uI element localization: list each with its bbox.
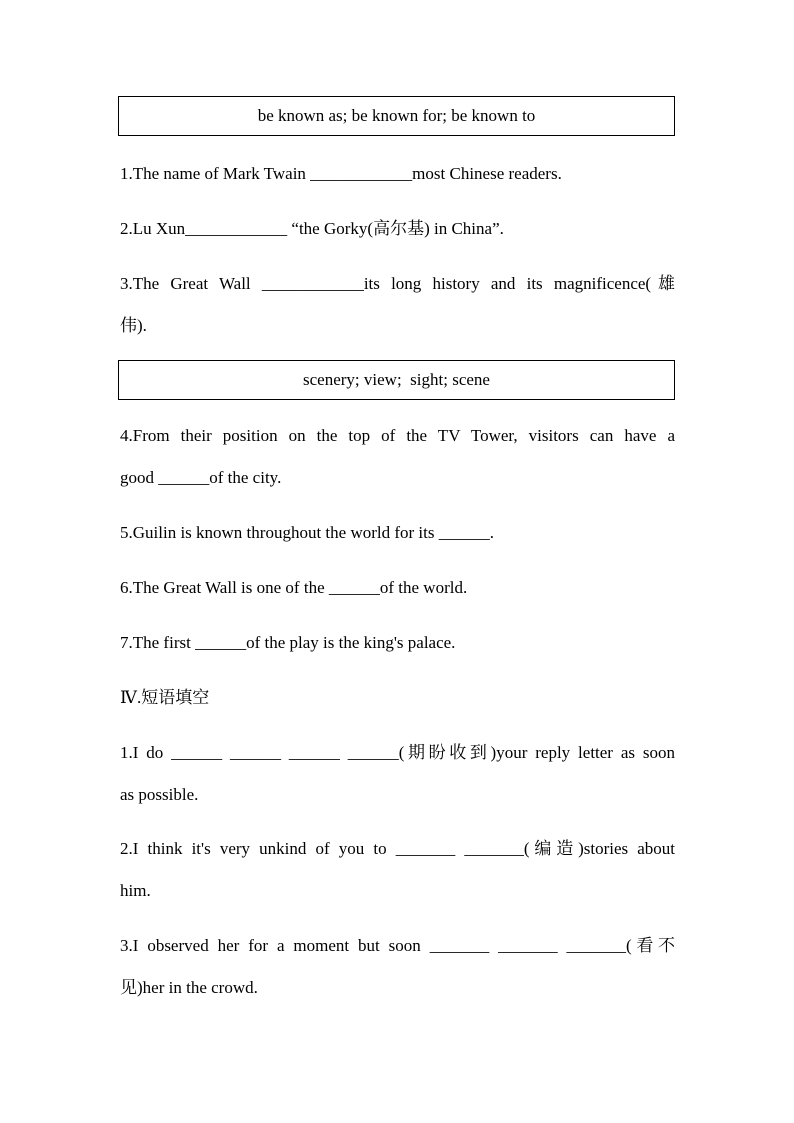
phrase-2-line-2: him. <box>120 881 151 900</box>
phrase-2-line-1: 2.I think it's very unkind of you to _______ _______(编造)stories about <box>120 839 675 858</box>
question-1: 1.The name of Mark Twain ____________most Chinese readers. <box>120 164 562 183</box>
question-3-line-1: 3.The Great Wall ____________its long history and its magnificence(雄 <box>120 274 675 293</box>
question-3-line-2: 伟). <box>120 316 147 335</box>
phrase-1-line-1: 1.I do ______ ______ ______ ______(期盼收到)your reply letter as soon <box>120 743 675 762</box>
phrase-3-line-2: 见)her in the crowd. <box>120 978 258 997</box>
question-2: 2.Lu Xun____________ “the Gorky(高尔基) in China”. <box>120 219 504 238</box>
word-box-scenery <box>118 360 675 400</box>
question-4-line-1: 4.From their position on the top of the TV Tower, visitors can have a <box>120 426 675 445</box>
question-5: 5.Guilin is known throughout the world for its ______. <box>120 523 494 542</box>
word-box-known-text: be known as; be known for; be known to <box>257 106 536 125</box>
word-box-scenery-text: scenery; view; sight; scene <box>303 370 490 389</box>
question-4-line-2: good ______of the city. <box>120 468 282 487</box>
question-7: 7.The first ______of the play is the king's palace. <box>120 633 456 652</box>
part-4-heading: Ⅳ.短语填空 <box>120 688 210 707</box>
phrase-1-line-2: as possible. <box>120 785 199 804</box>
word-box-known <box>118 96 675 136</box>
phrase-3-line-1: 3.I observed her for a moment but soon _______ _______ _______(看不 <box>120 936 675 955</box>
question-6: 6.The Great Wall is one of the ______of the world. <box>120 578 468 597</box>
